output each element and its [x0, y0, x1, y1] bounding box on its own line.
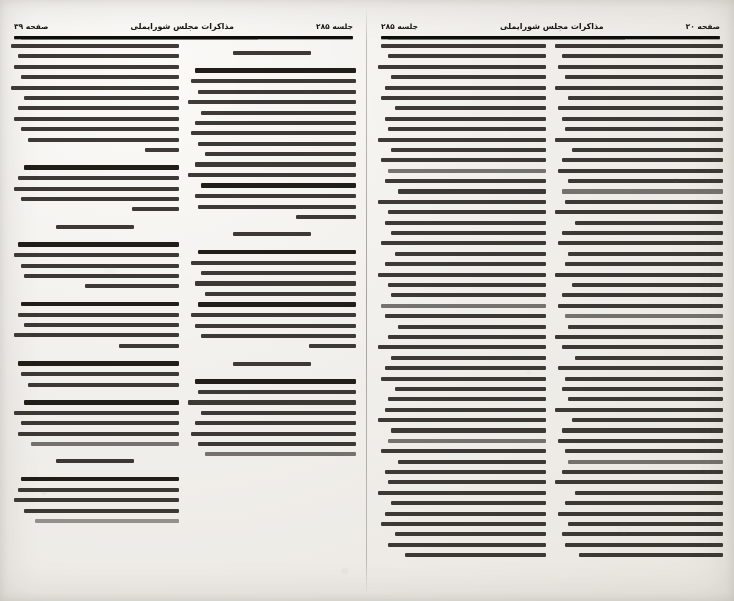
right-page-number-label: صفحه ۲۰ — [685, 22, 720, 31]
right-page-header-rule — [381, 36, 720, 39]
left-page-number-label: صفحه ۳۹ — [14, 22, 49, 31]
left-page-running-head — [14, 19, 353, 34]
right-page-column-outer — [378, 44, 546, 595]
right-page-publication-title: مذاکرات مجلس شورایملی — [500, 22, 604, 31]
right-page — [367, 0, 734, 601]
right-page-column-inner — [555, 44, 723, 595]
left-page-column-outer — [188, 44, 356, 595]
right-page-running-head — [381, 19, 720, 34]
page-gutter-divider — [366, 8, 367, 595]
left-page-session-label: جلسه ۲۸۵ — [316, 22, 353, 31]
right-page-session-label: جلسه ۲۸۵ — [381, 22, 419, 31]
left-page-publication-title: مذاکرات مجلس شورایملی — [130, 22, 234, 31]
left-page-column-inner — [11, 44, 179, 595]
right-page-columns — [378, 44, 723, 595]
left-page-header-rule — [14, 36, 353, 39]
left-page-columns — [11, 44, 356, 595]
